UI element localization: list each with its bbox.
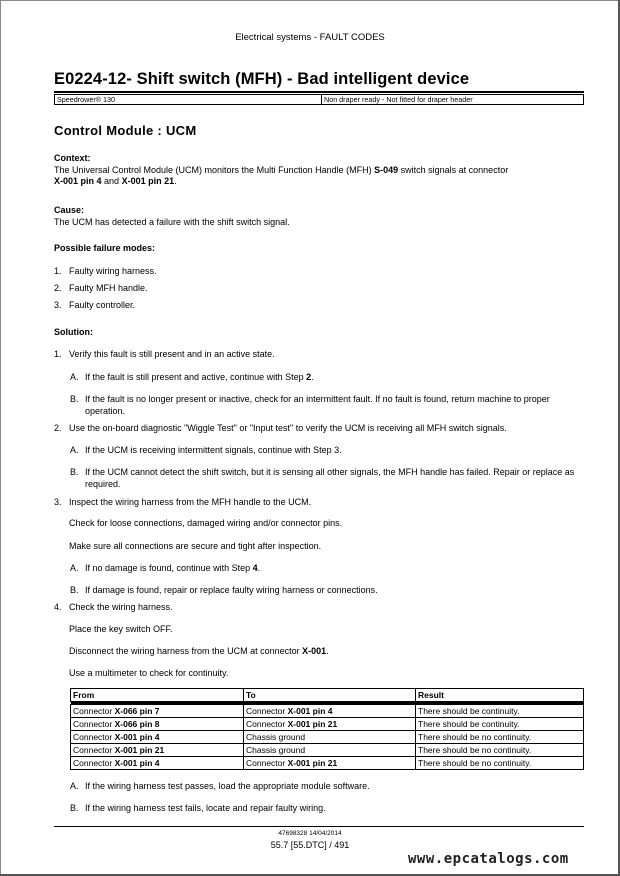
from-cell: Connector X-001 pin 4 bbox=[71, 757, 244, 770]
title-divider bbox=[54, 91, 584, 93]
applicability-model: Speedrower® 130 bbox=[55, 95, 322, 105]
cause-label: Cause: bbox=[54, 205, 85, 215]
from-cell: Connector X-001 pin 21 bbox=[71, 744, 244, 757]
module-heading: Control Module : UCM bbox=[54, 123, 197, 138]
result-cell: There should be continuity. bbox=[416, 705, 584, 718]
step-3b-text: If damage is found, repair or replace faulty wiring harness or connections. bbox=[85, 585, 378, 595]
step-2a-letter: A. bbox=[70, 445, 79, 455]
result-cell: There should be no continuity. bbox=[416, 744, 584, 757]
step-1-text: Verify this fault is still present and in an active state. bbox=[69, 349, 275, 359]
table-header-row bbox=[71, 689, 584, 702]
watermark-url: www.epcatalogs.com bbox=[408, 851, 569, 867]
step-2b-letter: B. bbox=[70, 467, 79, 477]
applicability-table bbox=[54, 94, 584, 105]
footer-page-number: 55.7 [55.DTC] / 491 bbox=[270, 840, 350, 850]
failure-mode-num: 3. bbox=[54, 300, 62, 310]
step-2b-text: If the UCM cannot detect the shift switch, but it is sensing all other signals, the MFH handle has failed. Repair or replace as required. bbox=[85, 467, 575, 489]
result-cell: There should be no continuity. bbox=[416, 731, 584, 744]
table-row bbox=[71, 757, 584, 770]
page-border-left bbox=[0, 0, 1, 876]
continuity-table bbox=[70, 688, 584, 770]
result-cell: There should be continuity. bbox=[416, 718, 584, 731]
failure-mode-num: 1. bbox=[54, 266, 62, 276]
table-row bbox=[71, 744, 584, 757]
context-label: Context: bbox=[54, 153, 91, 163]
to-cell: Connector X-001 pin 21 bbox=[244, 718, 416, 731]
to-cell: Chassis ground bbox=[244, 731, 416, 744]
step-4a-letter: A. bbox=[70, 781, 79, 791]
applicability-config: Non draper ready - Not fitted for draper header bbox=[322, 95, 584, 105]
step-2a-text: If the UCM is receiving intermittent signals, continue with Step 3. bbox=[85, 445, 342, 455]
table-row bbox=[71, 718, 584, 731]
table-row bbox=[71, 705, 584, 718]
step-3a-letter: A. bbox=[70, 563, 79, 573]
step-2-num: 2. bbox=[54, 423, 62, 433]
failure-mode-num: 2. bbox=[54, 283, 62, 293]
cause-text: The UCM has detected a failure with the shift switch signal. bbox=[54, 216, 290, 227]
context-text: The Universal Control Module (UCM) monitors the Multi Function Handle (MFH) S-049 switch signals at connector bbox=[54, 164, 509, 175]
step-4-text: Check the wiring harness. bbox=[69, 602, 173, 612]
result-cell: There should be no continuity. bbox=[416, 757, 584, 770]
step-3b-letter: B. bbox=[70, 585, 79, 595]
step-3-text: Inspect the wiring harness from the MFH handle to the UCM. bbox=[69, 497, 312, 507]
from-cell: Connector X-066 pin 8 bbox=[71, 718, 244, 731]
step-1b-text: If the fault is no longer present or inactive, check for an intermittent fault. If no fault is found, return machine to proper operation. bbox=[85, 394, 550, 416]
step-1a-letter: A. bbox=[70, 372, 79, 382]
step-4b-text: If the wiring harness test fails, locate and repair faulty wiring. bbox=[85, 803, 326, 813]
column-header: To bbox=[244, 689, 416, 702]
to-cell: Chassis ground bbox=[244, 744, 416, 757]
from-cell: Connector X-001 pin 4 bbox=[71, 731, 244, 744]
column-header: Result bbox=[416, 689, 584, 702]
footer-document-ref: 47698328 14/04/2014 bbox=[278, 830, 342, 837]
step-4-para-1: Place the key switch OFF. bbox=[69, 624, 173, 634]
to-cell: Connector X-001 pin 4 bbox=[244, 705, 416, 718]
step-2-text: Use the on-board diagnostic "Wiggle Test" or "Input test" to verify the UCM is receiving all MFH switch signals. bbox=[69, 423, 507, 433]
step-4-para-3: Use a multimeter to check for continuity. bbox=[69, 668, 229, 678]
failure-modes-label: Possible failure modes: bbox=[54, 243, 156, 253]
step-1a-text: If the fault is still present and active, continue with Step 2. bbox=[85, 372, 314, 382]
table-row bbox=[71, 731, 584, 744]
from-cell: Connector X-066 pin 7 bbox=[71, 705, 244, 718]
failure-mode-item: Faulty MFH handle. bbox=[69, 283, 148, 293]
step-4-num: 4. bbox=[54, 602, 62, 612]
page-border-top bbox=[0, 0, 620, 1]
context-pins: X-001 pin 4 and X-001 pin 21. bbox=[54, 176, 177, 186]
failure-mode-item: Faulty controller. bbox=[69, 300, 136, 310]
step-3a-text: If no damage is found, continue with Step 4. bbox=[85, 563, 261, 573]
step-1-num: 1. bbox=[54, 349, 62, 359]
context-section bbox=[54, 153, 586, 188]
step-3-num: 3. bbox=[54, 497, 62, 507]
failure-mode-item: Faulty wiring harness. bbox=[69, 266, 157, 276]
to-cell: Connector X-001 pin 21 bbox=[244, 757, 416, 770]
cause-section bbox=[54, 205, 586, 228]
footer-divider bbox=[54, 826, 584, 827]
solution-label: Solution: bbox=[54, 327, 93, 337]
running-header: Electrical systems - FAULT CODES bbox=[235, 32, 385, 43]
column-header: From bbox=[71, 689, 244, 702]
step-4-para-2: Disconnect the wiring harness from the UCM at connector X-001. bbox=[69, 646, 329, 656]
step-3-para-1: Check for loose connections, damaged wiring and/or connector pins. bbox=[69, 518, 343, 528]
step-4a-text: If the wiring harness test passes, load the appropriate module software. bbox=[85, 781, 370, 791]
step-3-para-2: Make sure all connections are secure and tight after inspection. bbox=[69, 541, 322, 551]
step-1b-letter: B. bbox=[70, 394, 79, 404]
step-4b-letter: B. bbox=[70, 803, 79, 813]
page-title: E0224-12- Shift switch (MFH) - Bad intelligent device bbox=[54, 70, 470, 88]
